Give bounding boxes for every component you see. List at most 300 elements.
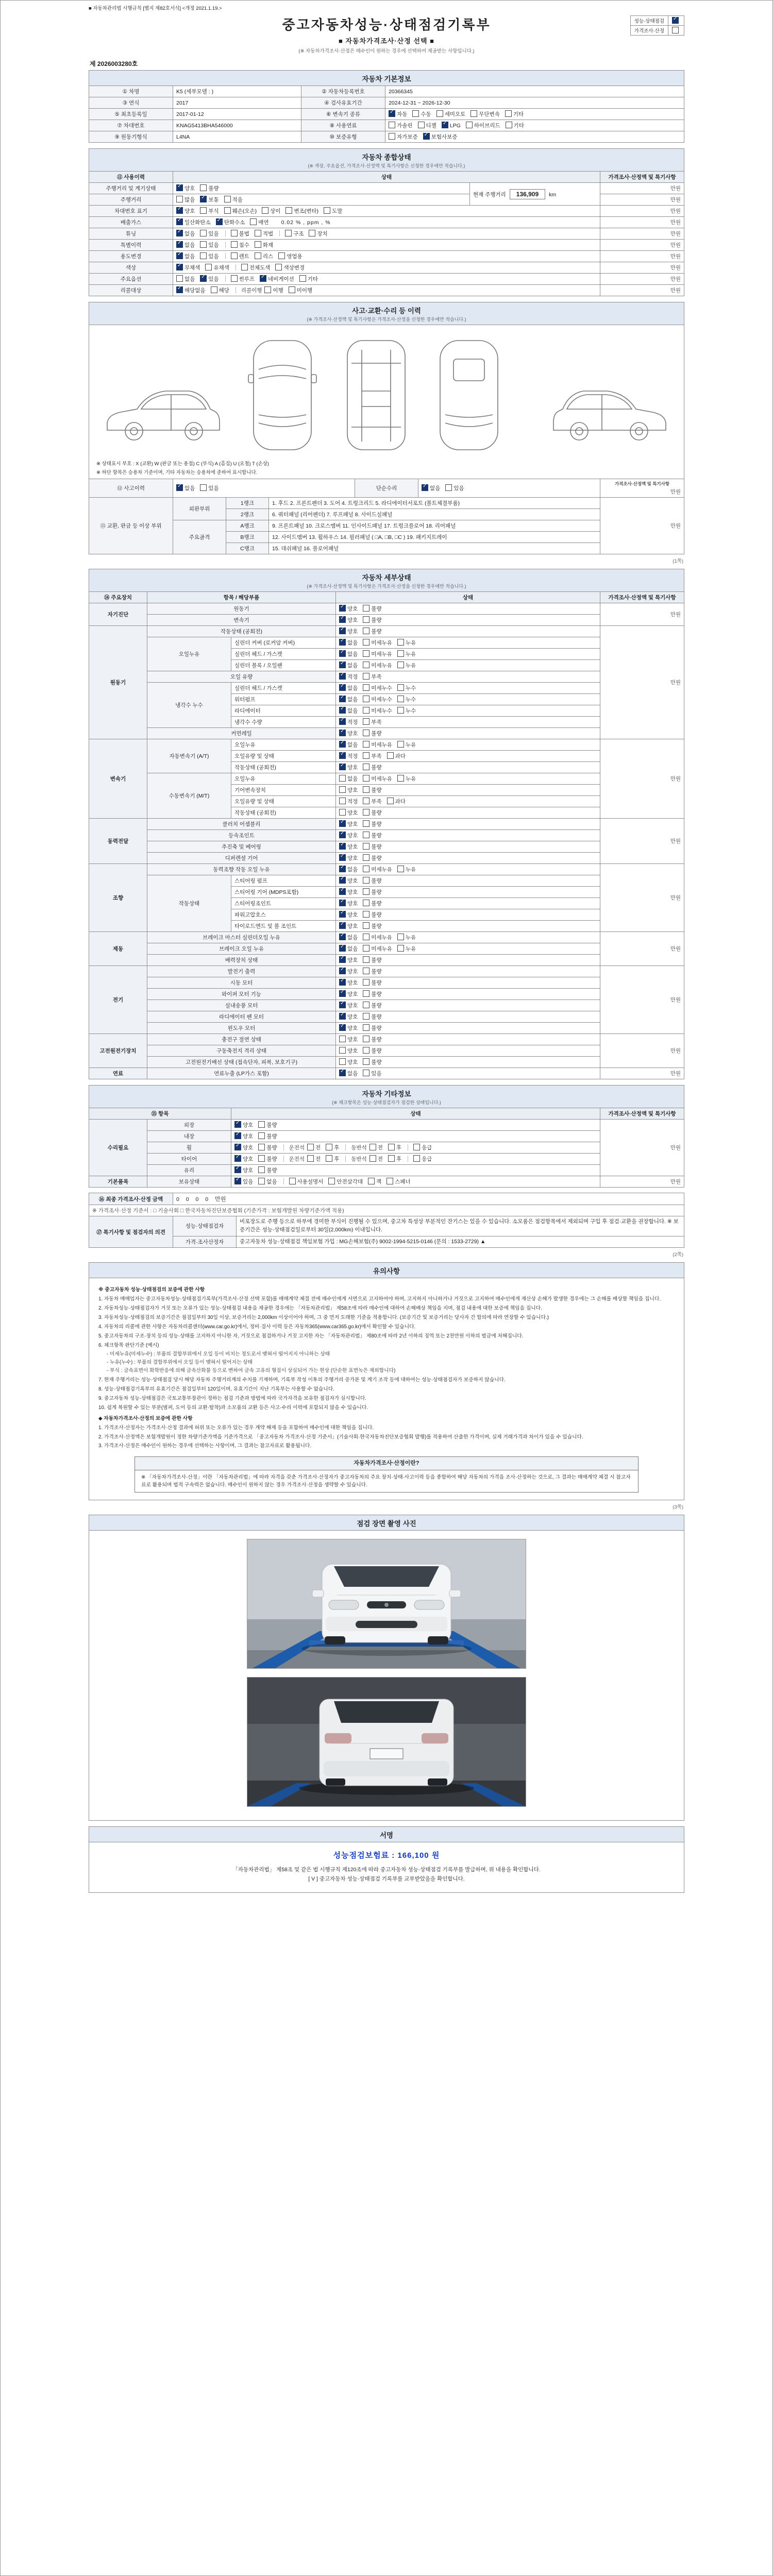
checkbox-option[interactable]: 화재	[255, 241, 273, 249]
checkbox-option[interactable]: ✓ 양호	[339, 990, 358, 998]
checkbox-option[interactable]: ✓ 양호	[339, 1002, 358, 1009]
checkbox-option[interactable]: 상이	[262, 207, 280, 215]
checkbox-icon[interactable]	[369, 1144, 376, 1150]
checkbox-icon[interactable]	[363, 662, 369, 668]
checkbox-option[interactable]: 전체도색	[241, 264, 271, 272]
checkbox-option[interactable]: 적정	[339, 798, 358, 805]
checkbox-option[interactable]: ✓ 양호	[339, 877, 358, 885]
checkbox-option[interactable]: ✓ 양호	[234, 1155, 253, 1163]
checkbox-option[interactable]: 양호	[339, 1047, 358, 1055]
checkbox-option[interactable]: 침수	[231, 241, 249, 249]
checkbox-option[interactable]: 수동	[412, 110, 431, 118]
checkbox-icon[interactable]	[363, 764, 369, 770]
checkbox-option[interactable]: 불량	[363, 922, 381, 930]
checkbox-icon[interactable]	[363, 1058, 369, 1065]
checkbox-option[interactable]: 디젤	[418, 122, 436, 129]
checkbox-icon[interactable]	[363, 798, 369, 804]
checkbox-option[interactable]: ✓ 없음	[176, 252, 195, 260]
checkbox-checked-icon[interactable]	[339, 911, 346, 918]
checkbox-icon[interactable]	[363, 673, 369, 680]
checkbox-option[interactable]: 리스	[255, 252, 273, 260]
checkbox-option[interactable]: ✓ 양호	[339, 764, 358, 771]
checkbox-icon[interactable]	[363, 968, 369, 974]
checkbox-option[interactable]: 훼손(오손)	[224, 207, 257, 215]
checkbox-checked-icon[interactable]	[234, 1155, 241, 1162]
checkbox-option[interactable]: 불량	[363, 888, 381, 896]
checkbox-option[interactable]: 누유	[397, 775, 416, 783]
checkbox-option[interactable]: ✓ 일산화탄소	[176, 218, 211, 226]
checkbox-option[interactable]: 기타	[506, 122, 524, 129]
checkbox-option[interactable]: 미세누유	[363, 662, 392, 669]
checkbox-option[interactable]: 미세누수	[363, 707, 392, 715]
checkbox-icon[interactable]	[363, 628, 369, 634]
checkbox-option[interactable]: 불량	[363, 990, 381, 998]
checkbox-icon[interactable]	[258, 1121, 265, 1128]
checkbox-icon[interactable]	[275, 264, 282, 270]
checkbox-icon[interactable]	[397, 945, 404, 952]
checkbox-icon[interactable]	[363, 696, 369, 702]
checkbox-option[interactable]: 불량	[363, 1013, 381, 1021]
checkbox-option[interactable]: ✓ 양호	[339, 1024, 358, 1032]
checkbox-checked-icon[interactable]	[234, 1144, 241, 1150]
checkbox-option[interactable]: 불량	[363, 911, 381, 919]
checkbox-option[interactable]: 후	[326, 1144, 339, 1151]
checkbox-option[interactable]: ✓ 없음	[339, 741, 358, 749]
checkbox-checked-icon[interactable]	[339, 854, 346, 861]
checkbox-option[interactable]: 없음	[258, 1178, 277, 1185]
checkbox-checked-icon[interactable]	[339, 752, 346, 759]
checkbox-icon[interactable]	[258, 1144, 265, 1150]
checkbox-icon[interactable]	[436, 110, 443, 117]
checkbox-icon[interactable]	[363, 934, 369, 940]
checkbox-icon[interactable]	[255, 230, 261, 236]
checkbox-option[interactable]: 자가보증	[389, 133, 418, 141]
checkbox-option[interactable]: 불량	[258, 1166, 277, 1174]
checkbox-icon[interactable]	[412, 110, 419, 117]
checkbox-option[interactable]: ✓ 해당없음	[176, 286, 206, 294]
checkbox-icon[interactable]	[278, 252, 285, 259]
checkbox-option[interactable]: 양호	[339, 1036, 358, 1043]
checkbox-checked-icon[interactable]	[339, 1024, 346, 1031]
checkbox-checked-icon[interactable]	[442, 122, 448, 128]
checkbox-icon[interactable]	[368, 1178, 375, 1184]
checkbox-icon[interactable]	[339, 786, 346, 793]
checkbox-checked-icon[interactable]	[339, 673, 346, 680]
checkbox-icon[interactable]	[387, 752, 394, 759]
checkbox-icon[interactable]	[258, 1166, 265, 1173]
checkbox-option[interactable]: ✓ 양호	[339, 605, 358, 613]
checkbox-checked-icon[interactable]	[339, 820, 346, 827]
checkbox-option[interactable]: 미세누유	[363, 934, 392, 941]
checkbox-icon[interactable]	[258, 1132, 265, 1139]
checkbox-option[interactable]: 누유	[397, 650, 416, 658]
checkbox-icon[interactable]	[363, 605, 369, 612]
checkbox-icon[interactable]	[470, 110, 477, 117]
checkbox-option[interactable]: ✓ 없음	[422, 484, 440, 492]
checkbox-icon[interactable]	[389, 122, 395, 128]
checkbox-checked-icon[interactable]	[339, 662, 346, 668]
checkbox-option[interactable]: 전	[307, 1144, 321, 1151]
checkbox-checked-icon[interactable]	[176, 184, 183, 191]
checkbox-option[interactable]: 있음	[363, 1070, 381, 1077]
checkbox-option[interactable]: 과다	[387, 752, 406, 760]
checkbox-option[interactable]: ✓ 자동	[389, 110, 407, 118]
checkbox-icon[interactable]	[418, 122, 425, 128]
checkbox-icon[interactable]	[231, 275, 238, 282]
checkbox-icon[interactable]	[363, 1036, 369, 1042]
checkbox-checked-icon[interactable]	[339, 956, 346, 963]
checkbox-option[interactable]: ✓ LPG	[442, 122, 461, 129]
checkbox-icon[interactable]	[255, 252, 261, 259]
checkbox-icon[interactable]	[328, 1178, 335, 1184]
checkbox-icon[interactable]	[258, 1155, 265, 1162]
checkbox-icon[interactable]	[363, 1002, 369, 1008]
checkbox-option[interactable]: 불량	[363, 1047, 381, 1055]
checkbox-option[interactable]: ✓ 없음	[176, 230, 195, 238]
checkbox-option[interactable]: 미세누유	[363, 775, 392, 783]
checkbox-option[interactable]: 전	[369, 1144, 383, 1151]
checkbox-checked-icon[interactable]	[200, 196, 207, 202]
checkbox-option[interactable]: ✓ 양호	[339, 730, 358, 737]
checkbox-option[interactable]: 불량	[363, 809, 381, 817]
checkbox-checked-icon[interactable]	[339, 1013, 346, 1020]
checkbox-option[interactable]: 불량	[363, 1058, 381, 1066]
checkbox-icon[interactable]	[224, 196, 231, 202]
checkbox-icon[interactable]	[262, 207, 268, 214]
checkbox-option[interactable]: ✓ 적정	[339, 752, 358, 760]
checkbox-icon[interactable]	[397, 662, 404, 668]
checkbox-icon[interactable]	[211, 286, 217, 293]
checkbox-checked-icon[interactable]	[176, 264, 183, 270]
checkbox-option[interactable]: ✓ 무채색	[176, 264, 200, 272]
checkbox-option[interactable]: ✓ 양호	[339, 628, 358, 635]
checkbox-icon[interactable]	[389, 133, 395, 140]
checkbox-option[interactable]: ✓ 양호	[339, 843, 358, 851]
checkbox-icon[interactable]	[388, 1155, 395, 1162]
checkbox-option[interactable]: ✓ 적정	[339, 718, 358, 726]
checkbox-option[interactable]: 불량	[363, 764, 381, 771]
checkbox-icon[interactable]	[363, 650, 369, 657]
checkbox-icon[interactable]	[231, 252, 238, 259]
checkbox-option[interactable]: 불량	[258, 1132, 277, 1140]
checkbox-checked-icon[interactable]	[234, 1178, 241, 1184]
checkbox-icon[interactable]	[200, 230, 207, 236]
checkbox-option[interactable]: 누유	[397, 639, 416, 647]
checkbox-icon[interactable]	[339, 1047, 346, 1054]
checkbox-option[interactable]: ✓ 없음	[339, 934, 358, 941]
checkbox-icon[interactable]	[299, 275, 306, 282]
checkbox-icon[interactable]	[363, 1013, 369, 1020]
checkbox-option[interactable]: ✓ 없음	[339, 945, 358, 953]
checkbox-option[interactable]: ✓ 보통	[200, 196, 219, 204]
checkbox-icon[interactable]	[205, 264, 212, 270]
checkbox-icon[interactable]	[363, 1070, 369, 1076]
checkbox-checked-icon[interactable]	[339, 877, 346, 884]
checkbox-icon[interactable]	[285, 230, 292, 236]
checkbox-option[interactable]: 미세누유	[363, 650, 392, 658]
checkbox-icon[interactable]	[289, 286, 295, 293]
checkbox-option[interactable]: ✓ 양호	[339, 900, 358, 907]
checkbox-option[interactable]: 누유	[397, 741, 416, 749]
checkbox-option[interactable]: 후	[388, 1155, 401, 1163]
checkbox-option[interactable]: 부족	[363, 673, 381, 681]
checkbox-option[interactable]: 누유	[397, 662, 416, 669]
checkbox-checked-icon[interactable]	[176, 286, 183, 293]
checkbox-option[interactable]: 불량	[363, 979, 381, 987]
checkbox-icon[interactable]	[363, 809, 369, 816]
checkbox-option[interactable]: ✓ 양호	[339, 1013, 358, 1021]
checkbox-icon[interactable]	[289, 1178, 296, 1184]
checkbox-option[interactable]: 불량	[363, 786, 381, 794]
checkbox-option[interactable]: 있음	[200, 252, 219, 260]
checkbox-icon[interactable]	[388, 1144, 395, 1150]
checkbox-option[interactable]: ✓ 없음	[339, 1070, 358, 1077]
checkbox-option[interactable]: ✓ 적정	[339, 673, 358, 681]
checkbox-checked-icon[interactable]	[423, 133, 430, 140]
checkbox-checked-icon[interactable]	[339, 650, 346, 657]
checkbox-icon[interactable]	[363, 775, 369, 782]
checkbox-option[interactable]: 미세누수	[363, 696, 392, 703]
checkbox-icon[interactable]	[466, 122, 473, 128]
checkbox-icon[interactable]	[255, 241, 261, 248]
checkbox-option[interactable]: 세미오토	[436, 110, 466, 118]
checkbox-option[interactable]: 불량	[258, 1144, 277, 1151]
checkbox-option[interactable]: 기타	[299, 275, 318, 283]
checkbox-option[interactable]: 있음	[200, 484, 219, 492]
checkbox-icon[interactable]	[363, 877, 369, 884]
checkbox-icon[interactable]	[505, 110, 512, 117]
checkbox-checked-icon[interactable]	[200, 275, 207, 282]
checkbox-checked-icon[interactable]	[339, 968, 346, 974]
checkbox-checked-icon[interactable]	[339, 990, 346, 997]
checkbox-icon[interactable]	[363, 843, 369, 850]
checkbox-icon[interactable]	[231, 230, 238, 236]
checkbox-icon[interactable]	[363, 911, 369, 918]
checkbox-option[interactable]: ✓ 양호	[339, 888, 358, 896]
checkbox-icon[interactable]	[363, 832, 369, 838]
checkbox-checked-icon[interactable]	[234, 1166, 241, 1173]
checkbox-icon[interactable]	[363, 741, 369, 748]
checkbox-option[interactable]: ✓ 없음	[339, 662, 358, 669]
checkbox-option[interactable]: 양호	[339, 809, 358, 817]
checkbox-option[interactable]: 있음	[445, 484, 464, 492]
checkbox-checked-icon[interactable]	[339, 900, 346, 906]
checkbox-option[interactable]: 과다	[387, 798, 406, 805]
checkbox-checked-icon[interactable]	[234, 1121, 241, 1128]
checkbox-option[interactable]: 불량	[363, 820, 381, 828]
checkbox-icon[interactable]	[339, 798, 346, 804]
checkbox-option[interactable]: 불량	[363, 1024, 381, 1032]
checkbox-option[interactable]: 없음	[339, 775, 358, 783]
checkbox-option[interactable]: 불량	[363, 628, 381, 635]
checkbox-icon[interactable]	[363, 786, 369, 793]
checkbox-option[interactable]: 색상변경	[275, 264, 305, 272]
checkbox-option[interactable]: 하이브리드	[466, 122, 500, 129]
checkbox-icon[interactable]	[176, 196, 183, 202]
checkbox-icon[interactable]	[413, 1144, 420, 1150]
checkbox-option[interactable]: ✓ 양호	[339, 911, 358, 919]
checkbox-icon[interactable]	[339, 775, 346, 782]
checkbox-option[interactable]: 부족	[363, 752, 381, 760]
checkbox-option[interactable]: 사용설명서	[289, 1178, 324, 1185]
checkbox-icon[interactable]	[324, 207, 330, 214]
checkbox-option[interactable]: 불량	[363, 832, 381, 839]
checkbox-icon[interactable]	[397, 775, 404, 782]
checkbox-option[interactable]: 부족	[363, 718, 381, 726]
checkbox-icon[interactable]	[285, 207, 292, 214]
checkbox-icon[interactable]	[363, 752, 369, 759]
checkbox-icon[interactable]	[363, 888, 369, 895]
checkbox-option[interactable]: ✓ 양호	[176, 207, 195, 215]
checkbox-icon[interactable]	[264, 286, 271, 293]
checkbox-option[interactable]: 불량	[363, 730, 381, 737]
checkbox-icon[interactable]	[397, 741, 404, 748]
checkbox-icon[interactable]	[241, 264, 248, 270]
checkbox-checked-icon[interactable]	[260, 275, 266, 282]
checkbox-icon[interactable]	[363, 707, 369, 714]
checkbox-icon[interactable]	[397, 934, 404, 940]
checkbox-checked-icon[interactable]	[176, 252, 183, 259]
checkbox-checked-icon[interactable]	[339, 1002, 346, 1008]
checkbox-option[interactable]: 불량	[363, 900, 381, 907]
checkbox-icon[interactable]	[445, 484, 452, 491]
checkbox-icon[interactable]	[363, 956, 369, 963]
checkbox-icon[interactable]	[397, 684, 404, 691]
checkbox-checked-icon[interactable]	[339, 696, 346, 702]
checkbox-checked-icon[interactable]	[176, 484, 183, 491]
checkbox-option[interactable]: 누유	[397, 934, 416, 941]
checkbox-icon[interactable]	[363, 718, 369, 725]
checkbox-checked-icon[interactable]	[339, 945, 346, 952]
checkbox-option[interactable]: ✓ 양호	[234, 1121, 253, 1129]
checkbox-icon[interactable]	[250, 218, 257, 225]
checkbox-checked-icon[interactable]	[176, 241, 183, 248]
checkbox-checked-icon[interactable]	[339, 888, 346, 895]
checkbox-option[interactable]: 불량	[200, 184, 219, 192]
checkbox-option[interactable]: 무단변속	[470, 110, 500, 118]
checkbox-option[interactable]: 잭	[368, 1178, 381, 1185]
checkbox-option[interactable]: ✓ 없음	[339, 639, 358, 647]
checkbox-option[interactable]: ✓ 있음	[234, 1178, 253, 1185]
checkbox-option[interactable]: 미이행	[289, 286, 312, 294]
checkbox-option[interactable]: ✓ 양호	[339, 820, 358, 828]
checkbox-icon[interactable]	[339, 1058, 346, 1065]
checkbox-option[interactable]: 부식	[200, 207, 219, 215]
checkbox-checked-icon[interactable]	[176, 218, 183, 225]
checkbox-icon[interactable]	[363, 900, 369, 906]
checkbox-option[interactable]: 불법	[231, 230, 249, 238]
checkbox-icon[interactable]	[363, 1047, 369, 1054]
checkbox-option[interactable]: 누수	[397, 684, 416, 692]
checkbox-icon[interactable]	[386, 1178, 393, 1184]
checkbox-option[interactable]: 후	[388, 1144, 401, 1151]
checkbox-option[interactable]: 불량	[363, 956, 381, 964]
checkbox-option[interactable]: 적법	[255, 230, 273, 238]
checkbox-checked-icon[interactable]	[339, 866, 346, 872]
checkbox-option[interactable]: 미세누수	[363, 684, 392, 692]
checkbox-icon[interactable]	[672, 27, 679, 33]
checkbox-icon[interactable]	[363, 854, 369, 861]
checkbox-option[interactable]: 누수	[397, 696, 416, 703]
checkbox-icon[interactable]	[176, 275, 183, 282]
checkbox-option[interactable]: 불량	[363, 854, 381, 862]
checkbox-icon[interactable]	[326, 1155, 332, 1162]
checkbox-icon[interactable]	[387, 798, 394, 804]
checkbox-option[interactable]: 해당	[211, 286, 229, 294]
checkbox-option[interactable]: 미세누유	[363, 639, 392, 647]
checkbox-option[interactable]: 응급	[413, 1144, 432, 1151]
checkbox-option[interactable]: 있음	[200, 230, 219, 238]
checkbox-icon[interactable]	[200, 252, 207, 259]
checkbox-option[interactable]: 부족	[363, 798, 381, 805]
checkbox-option[interactable]: ✓ 양호	[234, 1144, 253, 1151]
checkbox-option[interactable]: 변조(변타)	[285, 207, 318, 215]
checkbox-option[interactable]: 양호	[339, 786, 358, 794]
checkbox-option[interactable]: ✓ 없음	[176, 241, 195, 249]
checkbox-checked-icon[interactable]	[339, 741, 346, 748]
checkbox-option[interactable]: ✓ 탄화수소	[216, 218, 245, 226]
checkbox-checked-icon[interactable]	[422, 484, 428, 491]
checkbox-icon[interactable]	[397, 707, 404, 714]
checkbox-icon[interactable]	[363, 945, 369, 952]
checkbox-icon[interactable]	[339, 1036, 346, 1042]
checkbox-option[interactable]: 없음	[176, 275, 195, 283]
checkbox-icon[interactable]	[363, 922, 369, 929]
checkbox-icon[interactable]	[363, 730, 369, 736]
checkbox-option[interactable]: ✓ 양호	[176, 184, 195, 192]
checkbox-checked-icon[interactable]	[339, 832, 346, 838]
checkbox-icon[interactable]	[200, 241, 207, 248]
checkbox-option[interactable]: 안전삼각대	[328, 1178, 363, 1185]
checkbox-icon[interactable]	[363, 639, 369, 646]
checkbox-checked-icon[interactable]	[176, 230, 183, 236]
checkbox-option[interactable]: ✓ 양호	[339, 832, 358, 839]
checkbox-option[interactable]: 매연	[250, 218, 268, 226]
checkbox-checked-icon[interactable]	[339, 934, 346, 940]
checkbox-option[interactable]: ✓ 네비게이션	[260, 275, 294, 283]
checkbox-option[interactable]: 도말	[324, 207, 342, 215]
checkbox-checked-icon[interactable]	[389, 110, 395, 117]
checkbox-checked-icon[interactable]	[176, 207, 183, 214]
checkbox-option[interactable]: 불량	[258, 1121, 277, 1129]
checkbox-option[interactable]: ✓ 없음	[339, 650, 358, 658]
checkbox-icon[interactable]	[307, 1155, 314, 1162]
checkbox-option[interactable]: 미세누유	[363, 866, 392, 873]
checkbox-option[interactable]: ✓ 양호	[339, 979, 358, 987]
checkbox-icon[interactable]	[413, 1155, 420, 1162]
checkbox-checked-icon[interactable]	[339, 922, 346, 929]
checkbox-option[interactable]: 많음	[176, 196, 195, 204]
checkbox-option[interactable]: 불량	[363, 1002, 381, 1009]
checkbox-icon[interactable]	[309, 230, 315, 236]
checkbox-option[interactable]: 장치	[309, 230, 327, 238]
checkbox-option[interactable]: ✓ 양호	[339, 616, 358, 624]
checkbox-option[interactable]: 유채색	[205, 264, 229, 272]
checkbox-icon[interactable]	[258, 1178, 265, 1184]
checkbox-icon[interactable]	[397, 696, 404, 702]
checkbox-icon[interactable]	[397, 639, 404, 646]
checkbox-checked-icon[interactable]	[339, 979, 346, 986]
checkbox-option[interactable]: ✓ 없음	[339, 866, 358, 873]
checkbox-icon[interactable]	[200, 184, 207, 191]
checkbox-icon[interactable]	[369, 1155, 376, 1162]
checkbox-checked-icon[interactable]	[339, 616, 346, 623]
checkbox-option[interactable]: ✓ 양호	[234, 1166, 253, 1174]
checkbox-option[interactable]: ✓ 양호	[339, 922, 358, 930]
checkbox-option[interactable]: 썬루프	[231, 275, 255, 283]
checkbox-icon[interactable]	[363, 616, 369, 623]
checkbox-option[interactable]: 누유	[397, 945, 416, 953]
